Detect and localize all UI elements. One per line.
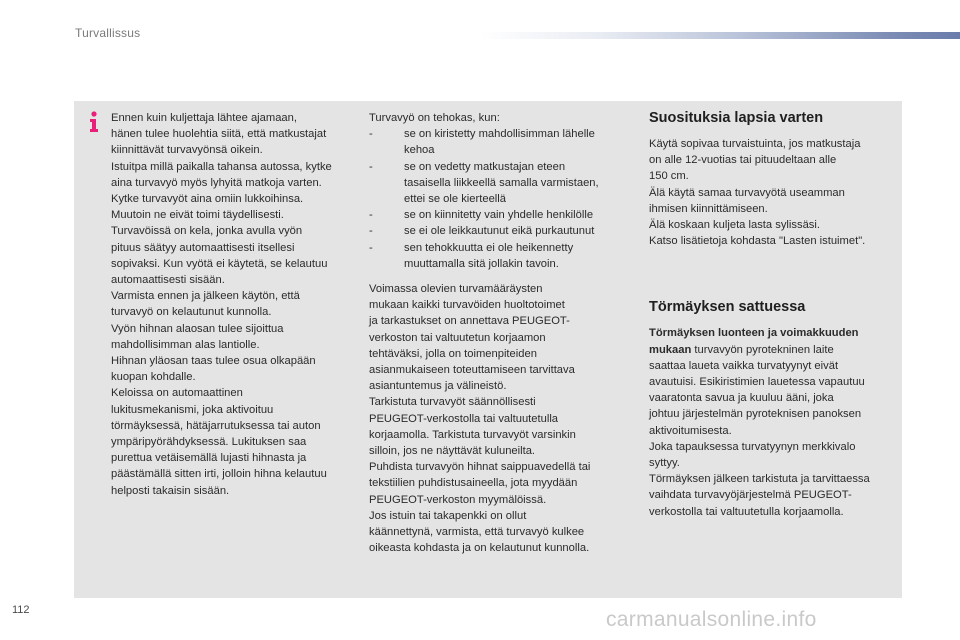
maintenance-text: Voimassa olevien turvamääräysten mukaan kaikki turvavöiden huoltotoimet ja tarkastukset on annettava PEUGEOT- verkoston tai valtuutetun korjaamon tehtäväksi, jolla on toimenpiteiden asianmukaiseen toteuttamiseen tarvittava asiantuntemus ja välineistö. Tarkistuta turvavyöt säännöllisesti PEUGEOT-verkostolla tai valtuutetulla korjaamolla. Tarkistuta turvavyöt varsinkin silloin, jos ne näyttävät kuluneilta. Puhdista turvavyön hihnat saippuavedellä tai tekstiilien puhdistusaineella, jota myydään PEUGEOT-verkoston myymälöissä. Jos istuin tai takapenkki on ollut käännettynä, varmista, että turvavyö kulkee oikeasta kohdasta ja on kelautunut kunnolla.: [369, 283, 591, 555]
bullet-dash: -: [369, 225, 373, 238]
effective-intro: Turvavyö on tehokas, kun:: [369, 112, 500, 124]
left-column: [111, 110, 361, 499]
info-icon: [86, 110, 102, 134]
collision-text: [649, 325, 901, 519]
collision-body: turvavyön pyrotekninen laite saattaa laueta vaikka turvatyynyt eivät avautuisi. Esikiristimien lauetessa vapautuu vaaratonta savua ja kuuluu ääni, joka johtuu järjestelmän pyroteknisen panoksen aktivoitumisesta. Joka tapauksessa turvatyynyn merkkivalo syttyy. Törmäyksen jälkeen tarkistuta ja tarvittaessa vaihdata turvavyöjärjestelmä PEUGEOT- verkostolla tai valtuutetulla korjaamolla.: [649, 343, 870, 518]
middle-column: [369, 110, 631, 556]
effective-conditions-list: [369, 126, 631, 272]
page-number: 112: [12, 604, 30, 616]
bullet-dash: -: [369, 128, 373, 141]
watermark: carmanualsonline.info: [606, 608, 817, 631]
list-item: - se on kiinnitetty vain yhdelle henkilölle: [369, 207, 631, 223]
list-item: - sen tehokkuutta ei ole heikennetty muuttamalla sitä jollakin tavoin.: [369, 241, 574, 270]
collision-bold-lead: Törmäyksen luonteen ja voimakkuuden mukaan: [649, 327, 859, 356]
bullet-dash: -: [369, 160, 373, 173]
list-item: - se ei ole leikkautunut eikä purkautunut: [369, 223, 631, 239]
collision-heading: Törmäyksen sattuessa: [649, 299, 806, 316]
list-item: - se on kiristetty mahdollisimman lähelle kehoa: [369, 128, 595, 157]
children-heading: Suosituksia lapsia varten: [649, 110, 824, 126]
header-gradient-bar: [480, 32, 960, 39]
right-column: [649, 108, 901, 520]
bullet-dash: -: [369, 241, 373, 254]
list-item: - se on vedetty matkustajan eteen tasaisella liikkeellä samalla varmistaen, ettei se ole kierteellä: [369, 160, 599, 206]
left-column-text: Ennen kuin kuljettaja lähtee ajamaan, hänen tulee huolehtia siitä, että matkustajat kiinnittävät turvavyönsä oikein. Istuitpa millä paikalla tahansa autossa, kytke aina turvavyö myös lyhyitä matkoja varten. Kytke turvavyöt aina omiin lukkoihinsa. Muutoin ne eivät toimi täydellisesti. Turvavöissä on kela, jonka avulla vyön pituus säätyy automaattisesti itsellesi sopivaksi. Kun vyötä ei käytetä, se kelautuu automaattisesti sisään. Varmista ennen ja jälkeen käytön, että turvavyö on kelautunut kunnolla. Vyön hihnan alaosan tulee sijoittua mahdollisimman alas lantiolle. Hihnan yläosan taas tulee osua olkapään kuopan kohdalle. Keloissa on automaattinen lukitusmekanismi, joka aktivoituu törmäyksessä, hätäjarrutuksessa tai auton ympäripyörähdyksessä. Lukituksen saa purettua vetäisemällä lujasti hihnasta ja päästämällä sitten irti, jolloin hihna kelautuu helposti takaisin sisään.: [111, 112, 332, 497]
bullet-dash: -: [369, 209, 373, 222]
children-text: Käytä sopivaa turvaistuinta, jos matkustaja on alle 12-vuotias tai pituudeltaan alle 150 cm. Älä käytä samaa turvavyötä useamman ihmisen kiinnittämiseen. Älä koskaan kuljeta lasta sylissäsi. Katso lisätietoja kohdasta "Lasten istuimet".: [649, 138, 866, 248]
section-title: Turvallissus: [75, 26, 141, 40]
